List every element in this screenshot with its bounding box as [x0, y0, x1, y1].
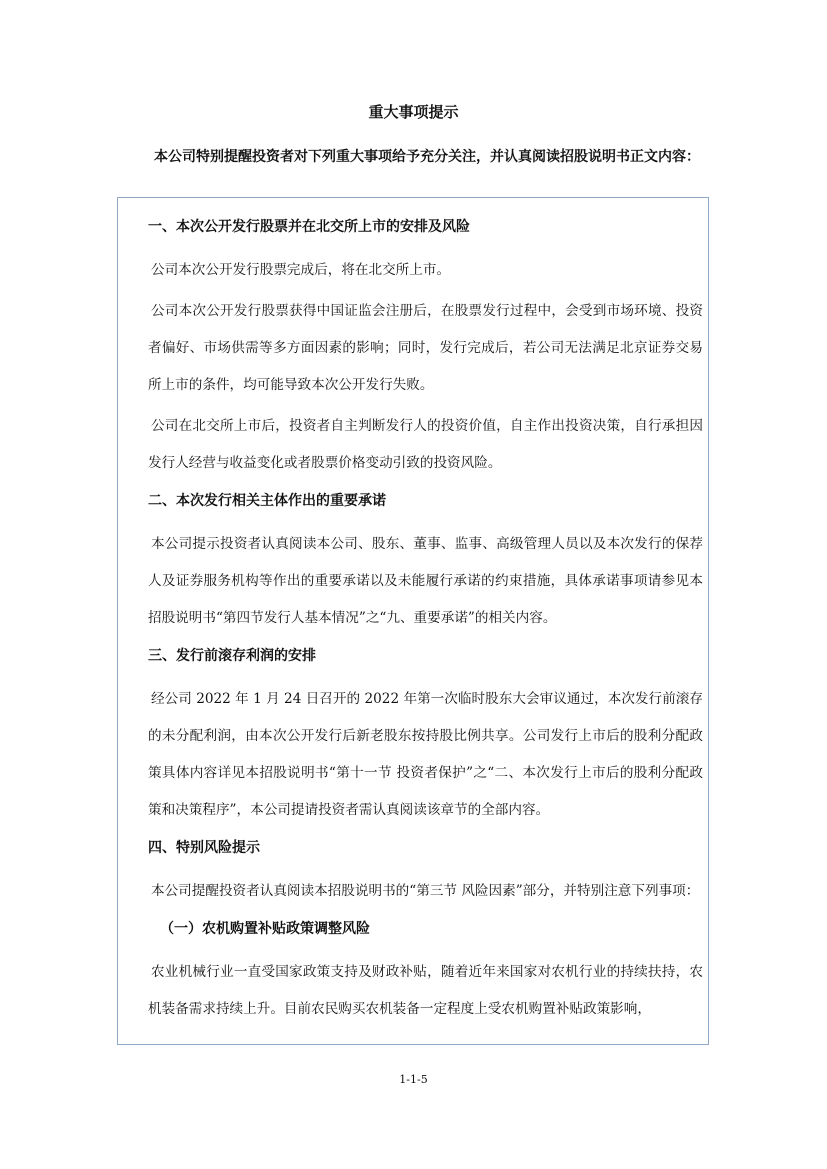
- page-title: 重大事项提示: [368, 103, 459, 121]
- subsection-1-paragraph-1: 农业机械行业一直受国家政策支持及财政补贴，随着近年来国家对农机行业的持续扶持，农机装备需求持续上升。目前农民购买农机装备一定程度上受农机购置补贴政策影响，: [148, 964, 703, 1017]
- section-heading-2: 二、本次发行相关主体作出的重要承诺: [148, 493, 386, 509]
- section-3-paragraph-1: 经公司 2022 年 1 月 24 日召开的 2022 年第一次临时股东大会审议通过，本次发行前滚存的未分配利润，由本次公开发行后新老股东按持股比例共享。公司发行上市后的股利分配政策具体内容详见本招股说明书“第十一节 投资者保护”之“二、本次发行上市后的股利分配政策和决策程序”，本公司提请投资者需认真阅读该章节的全部内容。: [148, 691, 703, 818]
- section-4-paragraph-1: 本公司提醒投资者认真阅读本招股说明书的“第三节 风险因素”部分，并特别注意下列事项：: [151, 883, 700, 899]
- section-1-paragraph-1: 公司本次公开发行股票完成后，将在北交所上市。: [151, 262, 451, 278]
- subsection-heading-1: （一）农机购置补贴政策调整风险: [160, 921, 370, 937]
- section-2-paragraph-1: 本公司提示投资者认真阅读本公司、股东、董事、监事、高级管理人员以及本次发行的保荐人及证券服务机构等作出的重要承诺以及未能履行承诺的约束措施，具体承诺事项请参见本招股说明书“第四节发行人基本情况”之“九、重要承诺”的相关内容。: [148, 536, 703, 626]
- section-heading-1: 一、本次公开发行股票并在北交所上市的安排及风险: [148, 219, 470, 235]
- section-1-paragraph-3: 公司在北交所上市后，投资者自主判断发行人的投资价值，自主作出投资决策，自行承担因发行人经营与收益变化或者股票价格变动引致的投资风险。: [148, 418, 703, 471]
- notice-box: [117, 197, 709, 1045]
- page-number: 1-1-5: [399, 1073, 428, 1086]
- notice-content: [148, 212, 703, 1032]
- section-heading-3: 三、发行前滚存利润的安排: [148, 648, 316, 664]
- intro-text: 本公司特别提醒投资者对下列重大事项给予充分关注，并认真阅读招股说明书正文内容：: [154, 149, 700, 165]
- section-1-paragraph-2: 公司本次公开发行股票获得中国证监会注册后，在股票发行过程中，会受到市场环境、投资者偏好、市场供需等多方面因素的影响；同时，发行完成后，若公司无法满足北京证券交易所上市的条件，均可能导致本次公开发行失败。: [148, 303, 703, 393]
- section-heading-4: 四、特别风险提示: [148, 840, 260, 856]
